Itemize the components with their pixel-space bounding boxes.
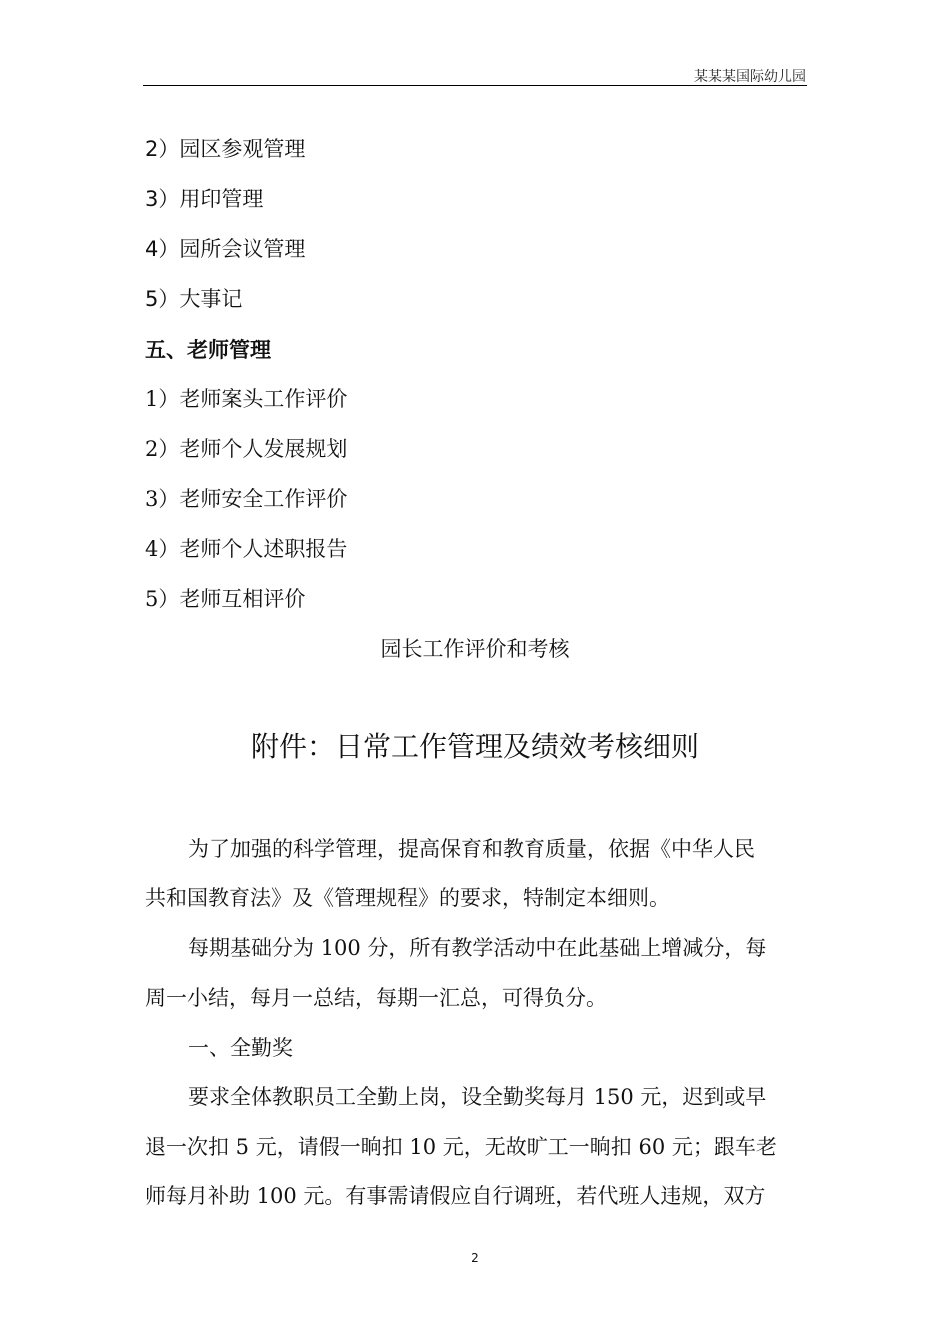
- list-item: 3）老师安全工作评价: [145, 487, 348, 511]
- paragraph-line: 要求全体教职员工全勤上岗，设全勤奖每月 150 元，迟到或早: [188, 1085, 767, 1109]
- header-title: 某某某国际幼儿园: [694, 69, 806, 85]
- list-item: 5）大事记: [145, 287, 243, 311]
- paragraph-line: 退一次扣 5 元，请假一晌扣 10 元，无故旷工一晌扣 60 元；跟车老: [145, 1135, 777, 1159]
- paragraph-line: 师每月补助 100 元。有事需请假应自行调班，若代班人违规，双方: [145, 1184, 766, 1208]
- list-item: 4）老师个人述职报告: [145, 537, 348, 561]
- list-item: 1）老师案头工作评价: [145, 387, 348, 411]
- paragraph-line: 共和国教育法》及《管理规程》的要求，特制定本细则。: [145, 886, 670, 910]
- center-note: 园长工作评价和考核: [380, 637, 570, 661]
- list-item: 5）老师互相评价: [145, 587, 306, 611]
- section-heading: 五、老师管理: [145, 338, 271, 362]
- list-item: 4）园所会议管理: [145, 237, 306, 261]
- paragraph-line: 周一小结，每月一总结，每期一汇总，可得负分。: [145, 986, 607, 1010]
- header-rule: [143, 85, 807, 86]
- paragraph-line: 为了加强的科学管理，提高保育和教育质量，依据《中华人民: [188, 837, 755, 861]
- paragraph-line: 每期基础分为 100 分，所有教学活动中在此基础上增减分，每: [188, 936, 767, 960]
- list-item: 2）老师个人发展规划: [145, 437, 348, 461]
- page-number: 2: [471, 1251, 479, 1265]
- attachment-title: 附件：日常工作管理及绩效考核细则: [250, 730, 699, 763]
- list-item: 3）用印管理: [145, 187, 264, 211]
- list-item: 2）园区参观管理: [145, 137, 306, 161]
- sub-heading: 一、全勤奖: [188, 1036, 293, 1060]
